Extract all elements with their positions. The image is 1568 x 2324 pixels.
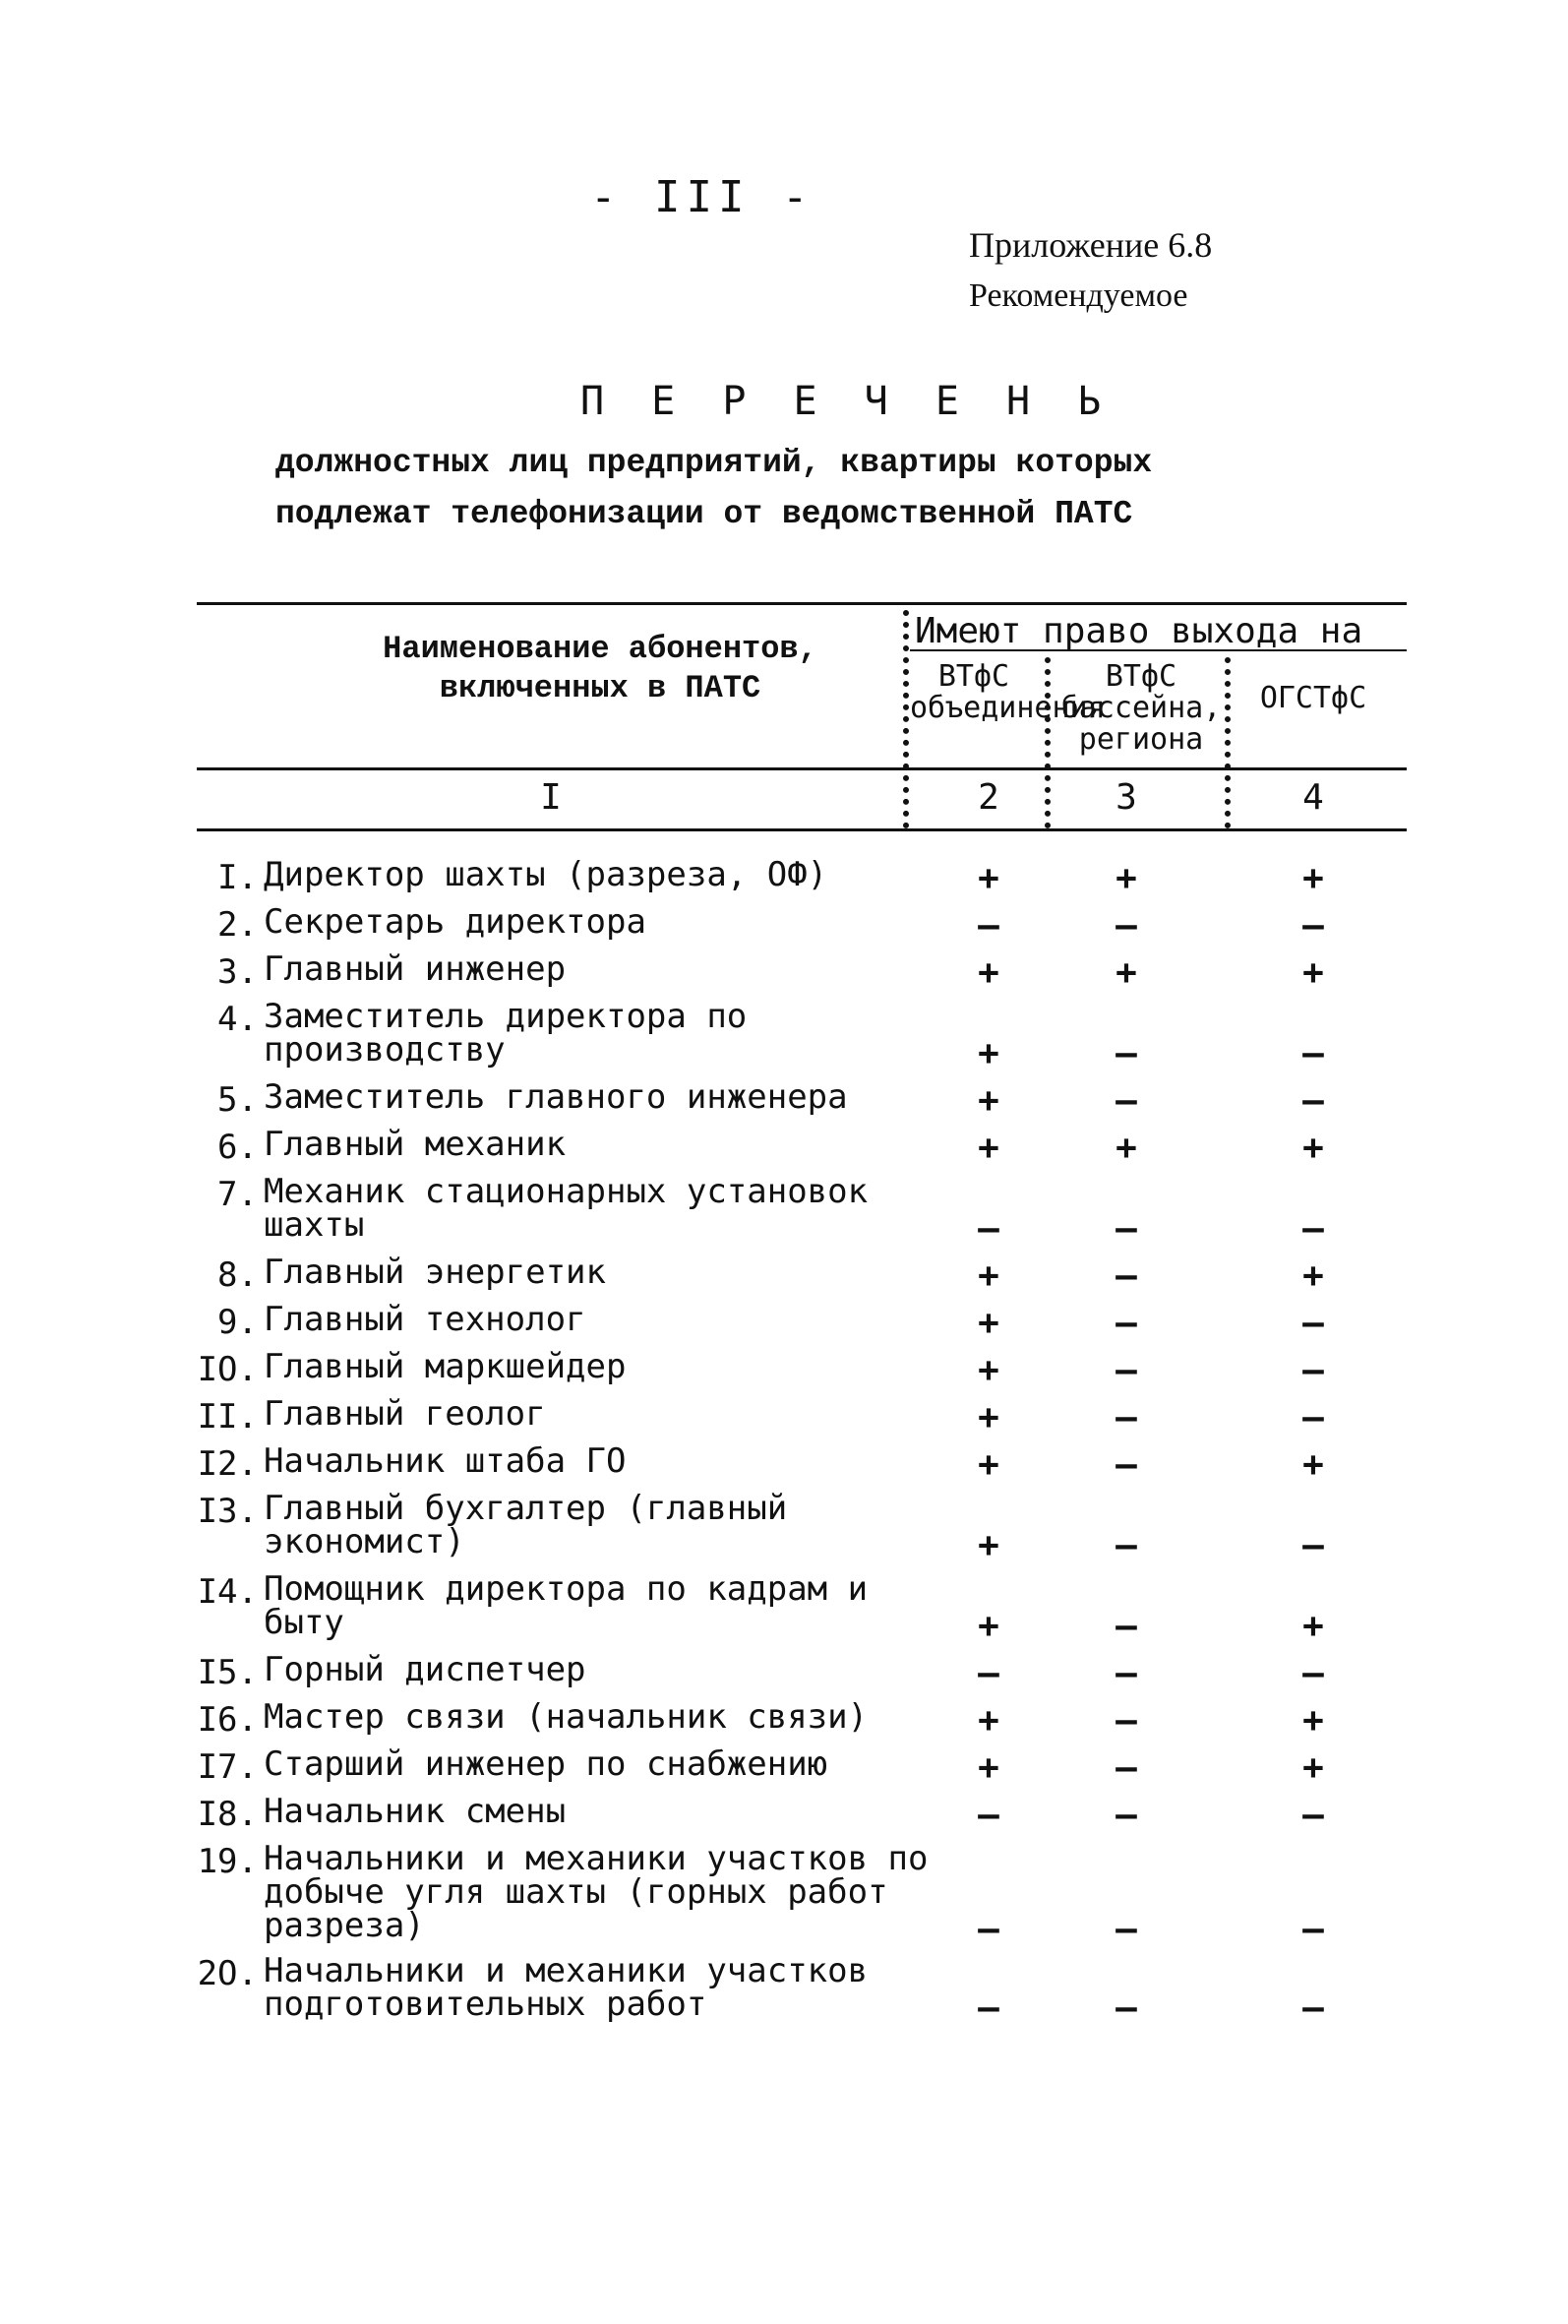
document-title: П Е Р Е Ч Е Н Ь [580, 379, 1114, 424]
mark-col-2: + [978, 1033, 999, 1073]
row-index: 2. [217, 905, 258, 945]
mark-col-3: – [1116, 1080, 1137, 1121]
mark-col-3: – [1116, 1033, 1137, 1073]
mark-col-3: – [1116, 1255, 1137, 1296]
mark-col-4: – [1302, 1208, 1324, 1249]
mark-col-2: + [978, 1128, 999, 1168]
row-name: Заместитель главного инженера [264, 1077, 848, 1117]
column-number: 2 [978, 777, 999, 818]
mark-col-3: – [1116, 1795, 1137, 1835]
mark-col-2: + [978, 1303, 999, 1343]
header-access: Имеют право выхода на [915, 611, 1363, 651]
row-index: I6. [197, 1700, 258, 1740]
mark-col-4: + [1302, 1700, 1324, 1741]
status-label: Рекомендуемое [969, 277, 1188, 314]
numbers-bottom-rule [197, 828, 1407, 831]
row-index: I8. [197, 1795, 258, 1834]
row-name: Главный технолог [264, 1300, 586, 1339]
row-index: 7. [217, 1175, 258, 1214]
row-index: 5. [217, 1080, 258, 1120]
mark-col-2: + [978, 858, 999, 898]
row-name: Помощник директора по кадрам и быту [264, 1569, 869, 1642]
mark-col-4: – [1302, 1795, 1324, 1835]
row-name: Старший инженер по снабжению [264, 1744, 828, 1784]
row-name: Начальник смены [264, 1792, 567, 1831]
mark-col-3: – [1116, 1606, 1137, 1646]
row-index: IO. [197, 1350, 258, 1389]
mark-col-2: + [978, 1700, 999, 1741]
mark-col-2: + [978, 1350, 999, 1390]
row-index: 4. [217, 1000, 258, 1039]
mark-col-2: + [978, 1606, 999, 1646]
row-name: Главный маркшейдер [264, 1347, 627, 1386]
mark-col-2: – [978, 905, 999, 946]
mark-col-2: + [978, 1080, 999, 1121]
appendix-label: Приложение 6.8 [969, 225, 1213, 265]
row-index: I5. [197, 1653, 258, 1692]
mark-col-2: + [978, 1255, 999, 1296]
table-top-rule [197, 602, 1407, 605]
mark-col-4: – [1302, 1303, 1324, 1343]
row-name: Главный энергетик [264, 1253, 606, 1292]
mark-col-2: – [978, 1653, 999, 1693]
row-name: Директор шахты (разреза, ОФ) [264, 855, 828, 894]
row-name: Секретарь директора [264, 902, 646, 942]
mark-col-2: – [978, 1208, 999, 1249]
mark-col-4: + [1302, 1128, 1324, 1168]
row-name: Мастер связи (начальник связи) [264, 1697, 869, 1737]
mark-col-2: + [978, 1444, 999, 1485]
mark-col-3: – [1116, 1303, 1137, 1343]
mark-col-2: + [978, 1525, 999, 1565]
header-col-4: ОГСТфС [1259, 681, 1367, 715]
row-index: 19. [197, 1842, 258, 1881]
mark-col-2: – [978, 1909, 999, 1949]
mark-col-4: – [1302, 1653, 1324, 1693]
row-name: Главный геолог [264, 1394, 546, 1434]
mark-col-4: – [1302, 1909, 1324, 1949]
mark-col-4: – [1302, 905, 1324, 946]
row-index: 2О. [197, 1954, 258, 1993]
mark-col-3: – [1116, 1747, 1137, 1788]
mark-col-3: – [1116, 1653, 1137, 1693]
mark-col-3: – [1116, 1988, 1137, 2028]
mark-col-3: + [1116, 952, 1137, 993]
row-name: Горный диспетчер [264, 1650, 586, 1689]
row-index: I7. [197, 1747, 258, 1787]
row-index: 8. [217, 1255, 258, 1295]
row-name: Начальники и механики участков по добыче угля шахты (горных работ разреза) [264, 1839, 929, 1945]
mark-col-4: + [1302, 1606, 1324, 1646]
mark-col-4: – [1302, 1397, 1324, 1437]
mark-col-4: + [1302, 1747, 1324, 1788]
mark-col-3: + [1116, 858, 1137, 898]
mark-col-3: – [1116, 1208, 1137, 1249]
mark-col-4: – [1302, 1033, 1324, 1073]
mark-col-3: – [1116, 1909, 1137, 1949]
mark-col-2: – [978, 1988, 999, 2028]
mark-col-2: + [978, 1747, 999, 1788]
column-number: I [540, 777, 562, 818]
mark-col-3: – [1116, 1444, 1137, 1485]
page-number: - III - [590, 172, 814, 222]
mark-col-2: – [978, 1795, 999, 1835]
header-names: Наименование абонентов, включенных в ПАТС [383, 631, 817, 706]
header-col-3: ВТфС бассейна, региона [1060, 659, 1222, 757]
mark-col-4: – [1302, 1525, 1324, 1565]
mark-col-4: + [1302, 858, 1324, 898]
column-separator [903, 610, 909, 828]
row-index: II. [197, 1397, 258, 1437]
mark-col-4: – [1302, 1988, 1324, 2028]
mark-col-4: + [1302, 952, 1324, 993]
row-name: Начальники и механики участков подготовительных работ [264, 1951, 869, 2024]
column-separator [1045, 657, 1051, 828]
row-name: Заместитель директора по производству [264, 997, 748, 1070]
row-index: 3. [217, 952, 258, 992]
row-name: Механик стационарных установок шахты [264, 1172, 869, 1245]
mark-col-3: – [1116, 1700, 1137, 1741]
mark-col-4: + [1302, 1255, 1324, 1296]
mark-col-3: – [1116, 1350, 1137, 1390]
row-index: I2. [197, 1444, 258, 1484]
header-col-2: ВТфС объединения [910, 659, 1106, 725]
mark-col-3: – [1116, 1525, 1137, 1565]
mark-col-4: + [1302, 1444, 1324, 1485]
row-index: 6. [217, 1128, 258, 1167]
column-number: 4 [1302, 777, 1324, 818]
mark-col-2: + [978, 1397, 999, 1437]
row-name: Главный бухгалтер (главный экономист) [264, 1489, 788, 1561]
row-index: I. [217, 858, 258, 897]
document-subtitle: должностных лиц предприятий, квартиры которых подлежат телефонизации от ведомственной ПАТС [275, 445, 1153, 532]
mark-col-3: + [1116, 1128, 1137, 1168]
mark-col-3: – [1116, 1397, 1137, 1437]
mark-col-4: – [1302, 1350, 1324, 1390]
row-index: I3. [197, 1492, 258, 1531]
row-name: Начальник штаба ГО [264, 1441, 627, 1481]
mark-col-3: – [1116, 905, 1137, 946]
row-index: I4. [197, 1572, 258, 1612]
mark-col-4: – [1302, 1080, 1324, 1121]
row-name: Главный механик [264, 1125, 567, 1164]
mark-col-2: + [978, 952, 999, 993]
row-name: Главный инженер [264, 949, 567, 989]
column-number: 3 [1116, 777, 1137, 818]
row-index: 9. [217, 1303, 258, 1342]
